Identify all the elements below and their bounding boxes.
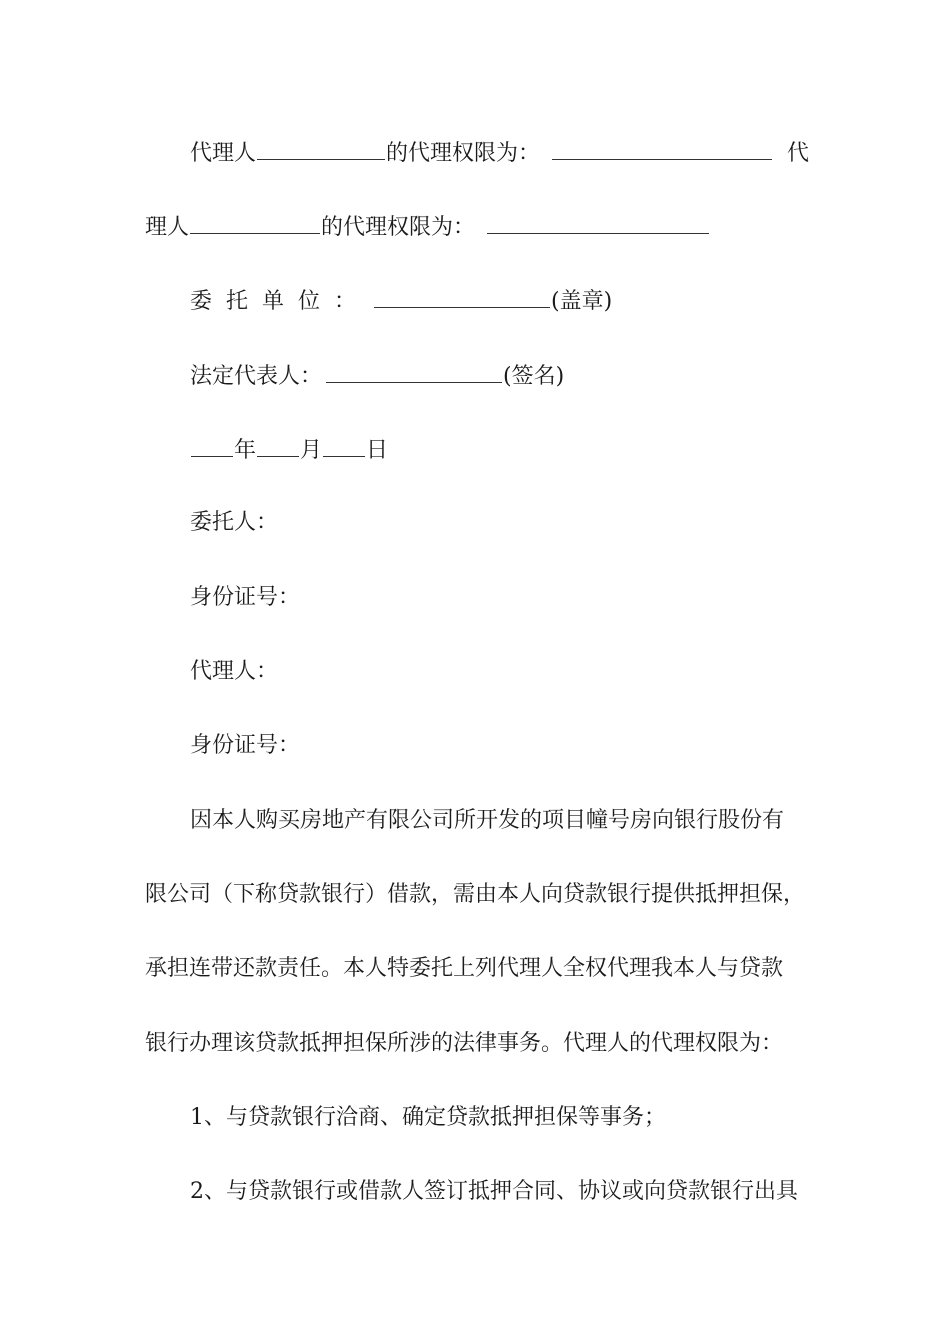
wrapped-char: 代 [787,141,810,166]
legal-rep-label: 法定代表人： [190,364,323,389]
month-blank[interactable] [257,434,299,457]
principal-label: 委托人： [190,510,279,535]
day-label: 日 [366,438,389,463]
agent-field-label: 代理人： [190,659,279,684]
agent-name-blank[interactable] [257,137,385,160]
unit-label: 委托单位： [190,289,371,314]
day-blank[interactable] [323,434,365,457]
unit-line [190,285,612,315]
legal-rep-line [190,360,564,390]
list-item: 1、与贷款银行洽商、确定贷款抵押担保等事务； [190,1105,666,1130]
month-label: 月 [300,438,323,463]
year-label: 年 [234,438,257,463]
paragraph-line: 因本人购买房地产有限公司所开发的项目幢号房向银行股份有 [190,808,785,833]
principal-id-label: 身份证号： [190,585,301,610]
unit-blank[interactable] [374,285,550,308]
scope-label: 的代理权限为： [386,141,541,166]
agent-name-blank-2[interactable] [190,211,320,234]
agent-id-label: 身份证号： [190,733,301,758]
list-item: 2、与贷款银行或借款人签订抵押合同、协议或向贷款银行出具 [190,1179,798,1204]
agent-scope-line-1 [190,137,809,167]
agent-label: 代理人 [190,141,257,166]
agent-label-continued: 理人 [145,215,190,240]
scope-blank-2[interactable] [487,211,709,234]
legal-rep-blank[interactable] [326,360,502,383]
paragraph-line: 限公司（下称贷款银行）借款，需由本人向贷款银行提供抵押担保， [145,882,806,907]
signature-note: (签名) [503,364,565,389]
scope-blank[interactable] [552,137,772,160]
date-line [190,434,388,464]
agent-scope-line-2 [145,211,710,241]
scope-label-2: 的代理权限为： [321,215,476,240]
seal-note: (盖章) [551,289,613,314]
year-blank[interactable] [191,434,233,457]
paragraph-line: 银行办理该贷款抵押担保所涉的法律事务。代理人的代理权限为： [145,1031,784,1056]
paragraph-line: 承担连带还款责任。本人特委托上列代理人全权代理我本人与贷款 [145,956,784,981]
